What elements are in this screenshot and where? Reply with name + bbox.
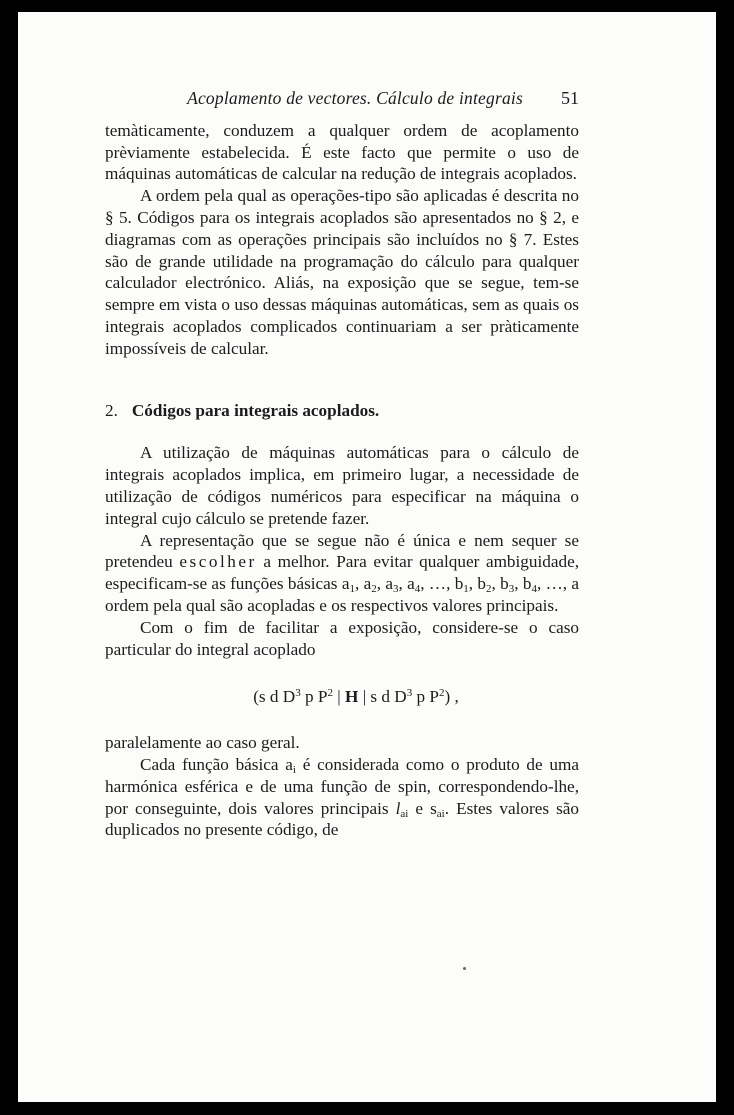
running-header <box>105 88 579 110</box>
section-title: Códigos para integrais acoplados. <box>131 400 380 420</box>
paragraph-4-text-a: A representação que se segue não é única e nem sequer se pretendeu <box>105 530 579 572</box>
paragraph-1: temàticamente, conduzem a qualquer ordem de acoplamento prèviamente estabelecida. É este facto que permite o uso de máquinas automáticas de calcular na redução de integrais acoplados. <box>105 120 579 184</box>
page-number: 51 <box>561 88 579 108</box>
emphasized-word: escolher <box>179 552 257 572</box>
paragraph-6: paralelamente ao caso geral. <box>105 733 300 753</box>
running-title: Acoplamento de vectores. Cálculo de integrais <box>187 88 523 108</box>
hamiltonian-operator: H <box>345 687 359 707</box>
print-speck <box>463 967 466 970</box>
page-content <box>105 88 579 841</box>
coupled-integral-formula: (s d $D^3$ p $P^2$ | H | s d $D^3$ p $P^2$) , <box>253 687 459 707</box>
paragraph-5: Com o fim de facilitar a exposição, considere-se o caso particular do integral acoplado <box>105 617 579 659</box>
paragraph-7: Cada função básica $a_i$ é considerada como o produto de uma harmónica esférica e de uma função de spin, correspondendo-lhe, por conseguinte, dois valores principais $l_{ai}$ e $s_{ai}$. Estes valores são duplicados no presente código, de <box>105 754 579 840</box>
paragraph-2: A ordem pela qual as operações-tipo são aplicadas é descrita no § 5. Códigos para os integrais acoplados são apresentados no § 2, e diagramas com as operações principais são incluídos no § 7. Estes são de grande utilidade na programação do cálculo para qualquer calculador electrónico. Aliás, na exposição que se segue, tem-se sempre em vista o uso dessas máquinas automáticas, sem as quais os integrais acoplados complicados continuariam a ser pràticamente impossíveis de calcular. <box>105 186 579 358</box>
section-heading <box>105 400 579 422</box>
paragraph-4-text-c: , a ordem pela qual são acopladas e os respectivos valores principais. <box>105 574 580 615</box>
paragraph-3: A utilização de máquinas automáticas para o cálculo de integrais acoplados implica, em primeiro lugar, a necessidade de utilização de códigos numéricos para especificar na máquina o integral cujo cálculo se pretende fazer. <box>105 443 579 528</box>
page <box>18 12 716 1102</box>
section-number: 2. <box>105 400 118 420</box>
paragraph-4: A representação que se segue não é única e nem sequer se pretendeu escolher a melhor. Para evitar qualquer ambiguidade, especificam-se as funções básicas $a_1$, $a_2$, $a_3$, $a_4$, …, $b_1$, $b_2$, $b_3$, $b_4$, …, a ordem pela qual são acopladas e os respectivos valores principais. <box>105 530 580 615</box>
paragraph-4-text-b: a melhor. Para evitar qualquer ambiguidade, especificam-se as funções básicas <box>105 552 580 594</box>
